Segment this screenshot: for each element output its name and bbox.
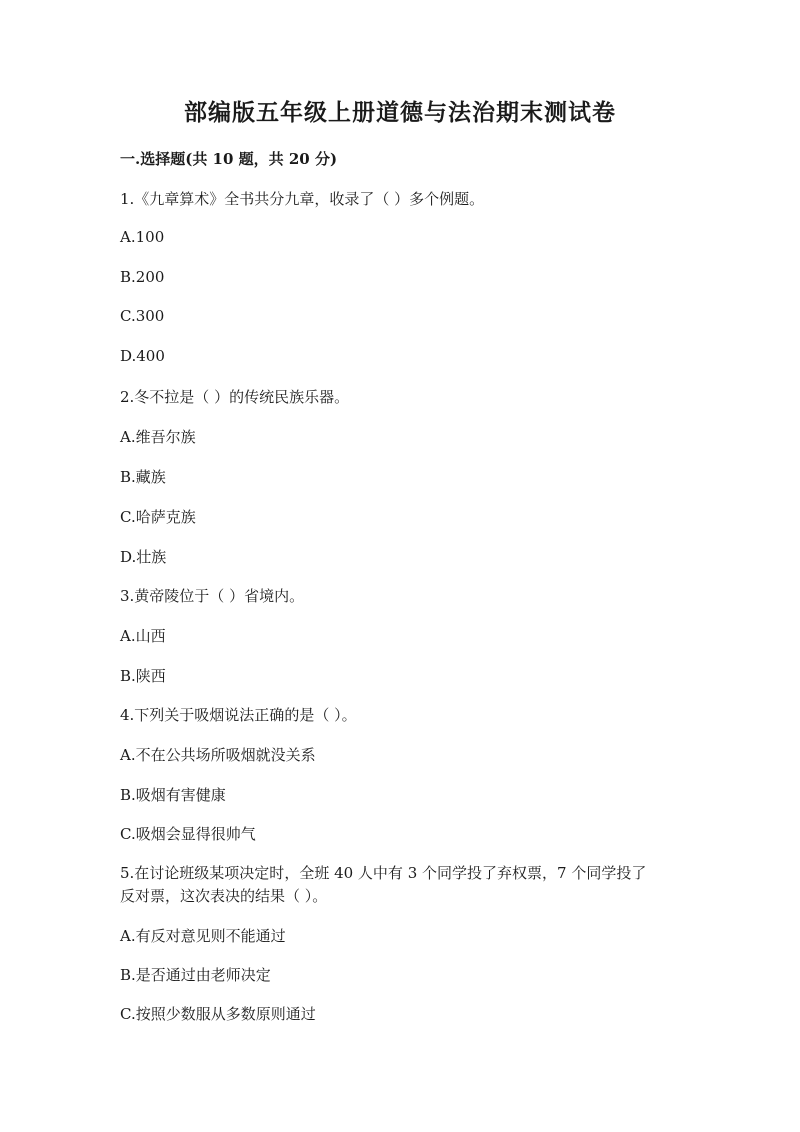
- option-4c: C.吸烟会显得很帅气: [120, 825, 256, 843]
- option-1d: D.400: [120, 347, 165, 365]
- question-3: 3.黄帝陵位于（ ）省境内。: [120, 587, 305, 605]
- page-title: 部编版五年级上册道德与法治期末测试卷: [184, 99, 616, 126]
- option-2d: D.壮族: [120, 548, 167, 566]
- option-5c: C.按照少数服从多数原则通过: [120, 1005, 316, 1023]
- option-5b: B.是否通过由老师决定: [120, 966, 271, 984]
- question-1: 1.《九章算术》全书共分九章，收录了（ ）多个例题。: [120, 190, 485, 208]
- question-2: 2.冬不拉是（ ）的传统民族乐器。: [120, 388, 350, 406]
- question-4: 4.下列关于吸烟说法正确的是（ ）。: [120, 706, 357, 724]
- option-4a: A.不在公共场所吸烟就没关系: [120, 746, 316, 764]
- option-1a: A.100: [120, 228, 165, 246]
- option-5a: A.有反对意见则不能通过: [120, 927, 286, 945]
- question-5-line-2: 反对票，这次表决的结果（ ）。: [120, 887, 328, 905]
- option-2a: A.维吾尔族: [120, 428, 196, 446]
- option-1c: C.300: [120, 307, 165, 325]
- option-3a: A.山西: [120, 627, 166, 645]
- section-heading: 一.选择题(共 10 题，共 20 分): [120, 150, 338, 168]
- option-2c: C.哈萨克族: [120, 508, 196, 526]
- option-2b: B.藏族: [120, 468, 166, 486]
- option-4b: B.吸烟有害健康: [120, 786, 226, 804]
- option-3b: B.陕西: [120, 667, 166, 685]
- question-5-line-1: 5.在讨论班级某项决定时，全班 40 人中有 3 个同学投了弃权票，7 个同学投了: [120, 864, 647, 882]
- option-1b: B.200: [120, 268, 165, 286]
